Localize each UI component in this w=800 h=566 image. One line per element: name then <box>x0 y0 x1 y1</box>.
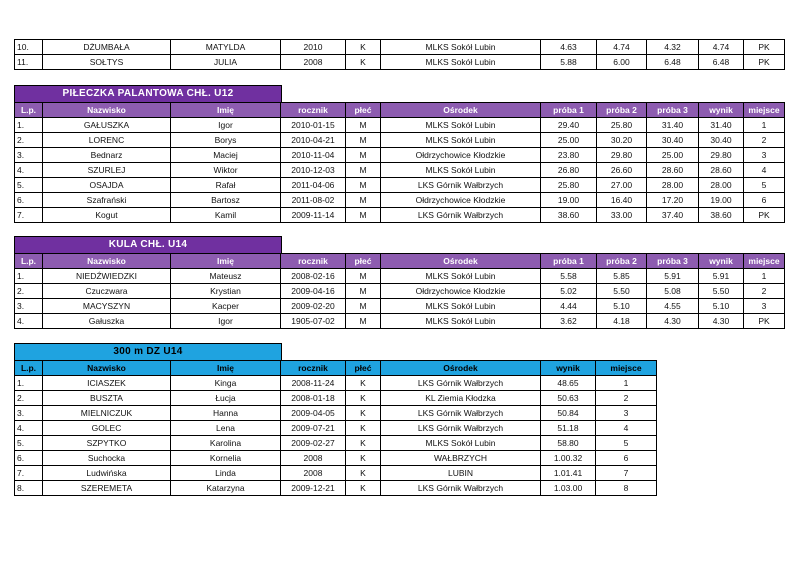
table-cell: 4.30 <box>647 314 699 329</box>
column-header: L.p. <box>15 103 43 118</box>
table-cell: K <box>346 55 381 70</box>
table-cell: PK <box>744 55 785 70</box>
column-header: L.p. <box>15 361 43 376</box>
table-cell: Ludwińska <box>43 466 171 481</box>
table-cell: 2009-11-14 <box>281 208 346 223</box>
table-cell: 4 <box>596 421 657 436</box>
table-cell: Wiktor <box>171 163 281 178</box>
table-cell: SZPYTKO <box>43 436 171 451</box>
table-cell: Kacper <box>171 299 281 314</box>
results-table-kula <box>14 253 785 329</box>
column-header: Imię <box>171 254 281 269</box>
table-cell: 1905-07-02 <box>281 314 346 329</box>
results-table-palantowa <box>14 102 785 223</box>
table-cell: 38.60 <box>699 208 744 223</box>
table-cell: 1.00.32 <box>541 451 596 466</box>
table-cell: BUSZTA <box>43 391 171 406</box>
table-cell: 4.32 <box>647 40 699 55</box>
table-cell: 1. <box>15 376 43 391</box>
table-cell: 4. <box>15 163 43 178</box>
table-cell: M <box>346 314 381 329</box>
table-cell: 17.20 <box>647 193 699 208</box>
table-cell: Łucja <box>171 391 281 406</box>
column-header: wynik <box>699 103 744 118</box>
table-cell: M <box>346 208 381 223</box>
table-cell: 3. <box>15 148 43 163</box>
results-table-300m <box>14 360 657 496</box>
table-cell: 5.50 <box>699 284 744 299</box>
table-cell: 1. <box>15 269 43 284</box>
header-row <box>15 254 785 269</box>
table-cell: 6. <box>15 451 43 466</box>
table-cell: 2008 <box>281 466 346 481</box>
table-cell: GOLEC <box>43 421 171 436</box>
table-cell: LKS Górnik Wałbrzych <box>381 178 541 193</box>
table-cell: 30.40 <box>699 133 744 148</box>
table-cell: 26.80 <box>541 163 597 178</box>
table-cell: 1 <box>744 118 785 133</box>
table-cell: 1.03.00 <box>541 481 596 496</box>
table-cell: 4.55 <box>647 299 699 314</box>
column-header: Nazwisko <box>43 103 171 118</box>
table-cell: MATYLDA <box>171 40 281 55</box>
table-row <box>15 178 785 193</box>
table-cell: 10. <box>15 40 43 55</box>
table-cell: K <box>346 376 381 391</box>
table-cell: 5 <box>596 436 657 451</box>
table-cell: Lena <box>171 421 281 436</box>
column-header: próba 2 <box>597 103 647 118</box>
table-cell: MLKS Sokół Lubin <box>381 269 541 284</box>
table-row <box>15 314 785 329</box>
table-row <box>15 163 785 178</box>
table-cell: 5.91 <box>699 269 744 284</box>
table-cell: 2008-11-24 <box>281 376 346 391</box>
table-cell: 3. <box>15 299 43 314</box>
column-header: rocznik <box>281 254 346 269</box>
table-cell: M <box>346 163 381 178</box>
table-cell: 51.18 <box>541 421 596 436</box>
table-cell: Kinga <box>171 376 281 391</box>
table-cell: 1 <box>744 269 785 284</box>
table-cell: 28.00 <box>699 178 744 193</box>
table-cell: SOŁTYS <box>43 55 171 70</box>
table-cell: 2008 <box>281 451 346 466</box>
table-cell: 4 <box>744 163 785 178</box>
column-header: Ośrodek <box>381 254 541 269</box>
table-row <box>15 40 785 55</box>
table-cell: Rafał <box>171 178 281 193</box>
table-cell: 29.80 <box>699 148 744 163</box>
column-header: Ośrodek <box>381 103 541 118</box>
column-header: próba 3 <box>647 103 699 118</box>
table-cell: 7. <box>15 208 43 223</box>
table-cell: LORENC <box>43 133 171 148</box>
column-header: wynik <box>541 361 596 376</box>
table-row <box>15 299 785 314</box>
column-header: miejsce <box>744 254 785 269</box>
table-cell: 4.18 <box>597 314 647 329</box>
table-cell: 29.40 <box>541 118 597 133</box>
table-cell: 25.00 <box>541 133 597 148</box>
table-cell: Katarzyna <box>171 481 281 496</box>
table-cell: 37.40 <box>647 208 699 223</box>
table-cell: 2009-04-16 <box>281 284 346 299</box>
header-row <box>15 361 657 376</box>
table-cell: Linda <box>171 466 281 481</box>
table-cell: MACYSZYN <box>43 299 171 314</box>
column-header: Imię <box>171 103 281 118</box>
table-cell: 25.00 <box>647 148 699 163</box>
table-cell: Karolina <box>171 436 281 451</box>
table-cell: 2009-12-21 <box>281 481 346 496</box>
table-cell: 31.40 <box>699 118 744 133</box>
table-cell: 8. <box>15 481 43 496</box>
table-cell: 6. <box>15 193 43 208</box>
table-cell: 5.10 <box>699 299 744 314</box>
table-cell: MIELNICZUK <box>43 406 171 421</box>
table-cell: 2010-11-04 <box>281 148 346 163</box>
table-cell: Igor <box>171 314 281 329</box>
table-cell: 6.48 <box>647 55 699 70</box>
table-cell: 5.85 <box>597 269 647 284</box>
table-cell: M <box>346 299 381 314</box>
results-table-continued <box>14 39 785 70</box>
table-cell: ICIASZEK <box>43 376 171 391</box>
table-cell: 2010-04-21 <box>281 133 346 148</box>
table-cell: MLKS Sokół Lubin <box>381 163 541 178</box>
column-header: Nazwisko <box>43 361 171 376</box>
table-cell: 4.74 <box>597 40 647 55</box>
table-cell: M <box>346 178 381 193</box>
table-cell: 4.74 <box>699 40 744 55</box>
table-cell: 2011-04-06 <box>281 178 346 193</box>
table-cell: SZEREMETA <box>43 481 171 496</box>
table-row <box>15 466 657 481</box>
table-row <box>15 55 785 70</box>
table-cell: K <box>346 40 381 55</box>
column-header: wynik <box>699 254 744 269</box>
table-cell: 1 <box>596 376 657 391</box>
table-cell: K <box>346 406 381 421</box>
table-cell: 2011-08-02 <box>281 193 346 208</box>
table-cell: PK <box>744 208 785 223</box>
table-cell: Kogut <box>43 208 171 223</box>
table-cell: 5.91 <box>647 269 699 284</box>
table-row <box>15 269 785 284</box>
table-cell: 26.60 <box>597 163 647 178</box>
table-cell: 5.58 <box>541 269 597 284</box>
table-cell: Ołdrzychowice Kłodzkie <box>381 193 541 208</box>
column-header: Imię <box>171 361 281 376</box>
table-cell: 5. <box>15 436 43 451</box>
table-cell: MLKS Sokół Lubin <box>381 299 541 314</box>
table-cell: Czuczwara <box>43 284 171 299</box>
table-row <box>15 391 657 406</box>
table-cell: 5.50 <box>597 284 647 299</box>
table-cell: Bartosz <box>171 193 281 208</box>
table-row <box>15 436 657 451</box>
table-cell: 6 <box>596 451 657 466</box>
table-cell: 2009-04-05 <box>281 406 346 421</box>
column-header: płeć <box>346 103 381 118</box>
table-cell: 29.80 <box>597 148 647 163</box>
table-cell: 19.00 <box>541 193 597 208</box>
table-cell: M <box>346 133 381 148</box>
header-row <box>15 103 785 118</box>
table-cell: 3.62 <box>541 314 597 329</box>
column-header: próba 1 <box>541 103 597 118</box>
table-cell: 2 <box>744 133 785 148</box>
table-cell: 16.40 <box>597 193 647 208</box>
table-cell: Bednarz <box>43 148 171 163</box>
table-row <box>15 284 785 299</box>
table-cell: 2010-01-15 <box>281 118 346 133</box>
table-cell: MLKS Sokół Lubin <box>381 55 541 70</box>
column-header: L.p. <box>15 254 43 269</box>
table-cell: 25.80 <box>541 178 597 193</box>
table-row <box>15 376 657 391</box>
table-row <box>15 208 785 223</box>
table-cell: 5 <box>744 178 785 193</box>
table-cell: M <box>346 269 381 284</box>
table-cell: Ołdrzychowice Kłodzkie <box>381 284 541 299</box>
table-cell: 5. <box>15 178 43 193</box>
table-cell: 4. <box>15 421 43 436</box>
table-cell: 2009-07-21 <box>281 421 346 436</box>
table-cell: SZURLEJ <box>43 163 171 178</box>
table-cell: 1. <box>15 118 43 133</box>
table-row <box>15 421 657 436</box>
table-cell: 28.60 <box>647 163 699 178</box>
table-cell: 19.00 <box>699 193 744 208</box>
table-cell: 8 <box>596 481 657 496</box>
table-cell: 4.44 <box>541 299 597 314</box>
column-header: próba 2 <box>597 254 647 269</box>
table-cell: 2010-12-03 <box>281 163 346 178</box>
table-cell: GAŁUSZKA <box>43 118 171 133</box>
table-row <box>15 451 657 466</box>
table-row <box>15 193 785 208</box>
column-header: próba 3 <box>647 254 699 269</box>
table-cell: LKS Górnik Wałbrzych <box>381 406 541 421</box>
table-cell: 5.02 <box>541 284 597 299</box>
table-row <box>15 118 785 133</box>
table-cell: M <box>346 193 381 208</box>
table-cell: 3 <box>744 299 785 314</box>
table-cell: M <box>346 118 381 133</box>
table-cell: Hanna <box>171 406 281 421</box>
table-cell: Suchocka <box>43 451 171 466</box>
table-cell: 2008-01-18 <box>281 391 346 406</box>
table-cell: K <box>346 481 381 496</box>
table-cell: PK <box>744 40 785 55</box>
table-cell: Igor <box>171 118 281 133</box>
column-header: rocznik <box>281 361 346 376</box>
table-cell: 3. <box>15 406 43 421</box>
table-cell: 48.65 <box>541 376 596 391</box>
column-header: miejsce <box>744 103 785 118</box>
table-cell: LKS Górnik Wałbrzych <box>381 421 541 436</box>
table-cell: KL Ziemia Kłodzka <box>381 391 541 406</box>
table-cell: OSAJDA <box>43 178 171 193</box>
table-cell: 2 <box>596 391 657 406</box>
table-row <box>15 481 657 496</box>
table-cell: 7. <box>15 466 43 481</box>
table-cell: Borys <box>171 133 281 148</box>
table-cell: 5.88 <box>541 55 597 70</box>
table-cell: 2 <box>744 284 785 299</box>
table-cell: Gałuszka <box>43 314 171 329</box>
table-cell: M <box>346 284 381 299</box>
table-cell: 28.60 <box>699 163 744 178</box>
table-cell: K <box>346 466 381 481</box>
table-cell: LKS Górnik Wałbrzych <box>381 376 541 391</box>
table-cell: K <box>346 421 381 436</box>
table-cell: 3 <box>596 406 657 421</box>
table-cell: 27.00 <box>597 178 647 193</box>
table-cell: DŻUMBAŁA <box>43 40 171 55</box>
table-cell: 5.08 <box>647 284 699 299</box>
table-cell: PK <box>744 314 785 329</box>
table-cell: WAŁBRZYCH <box>381 451 541 466</box>
table-cell: 58.80 <box>541 436 596 451</box>
table-cell: 38.60 <box>541 208 597 223</box>
table-cell: 11. <box>15 55 43 70</box>
section-title-300m: 300 m DZ U14 <box>14 343 282 361</box>
table-cell: 4. <box>15 314 43 329</box>
table-cell: 4.30 <box>699 314 744 329</box>
table-row <box>15 148 785 163</box>
section-title-palantowa: PIŁECZKA PALANTOWA CHŁ. U12 <box>14 85 282 103</box>
table-cell: 2008-02-16 <box>281 269 346 284</box>
table-cell: Szafrański <box>43 193 171 208</box>
table-cell: Kornelia <box>171 451 281 466</box>
table-cell: 1.01.41 <box>541 466 596 481</box>
table-cell: JULIA <box>171 55 281 70</box>
table-cell: 25.80 <box>597 118 647 133</box>
table-cell: 2. <box>15 133 43 148</box>
table-cell: 2009-02-20 <box>281 299 346 314</box>
table-cell: 50.63 <box>541 391 596 406</box>
table-cell: 28.00 <box>647 178 699 193</box>
table-cell: 3 <box>744 148 785 163</box>
table-cell: Mateusz <box>171 269 281 284</box>
table-cell: LKS Górnik Wałbrzych <box>381 481 541 496</box>
table-cell: 30.20 <box>597 133 647 148</box>
column-header: miejsce <box>596 361 657 376</box>
table-cell: K <box>346 451 381 466</box>
column-header: płeć <box>346 361 381 376</box>
column-header: rocznik <box>281 103 346 118</box>
table-cell: LKS Górnik Wałbrzych <box>381 208 541 223</box>
table-row <box>15 133 785 148</box>
section-title-kula: KULA CHŁ. U14 <box>14 236 282 254</box>
table-cell: MLKS Sokół Lubin <box>381 133 541 148</box>
table-cell: NIEDŹWIEDZKI <box>43 269 171 284</box>
table-cell: 23.80 <box>541 148 597 163</box>
table-cell: MLKS Sokół Lubin <box>381 118 541 133</box>
table-cell: K <box>346 436 381 451</box>
column-header: Ośrodek <box>381 361 541 376</box>
column-header: płeć <box>346 254 381 269</box>
table-cell: LUBIN <box>381 466 541 481</box>
table-cell: 2. <box>15 284 43 299</box>
table-cell: 4.63 <box>541 40 597 55</box>
table-cell: 2009-02-27 <box>281 436 346 451</box>
column-header: próba 1 <box>541 254 597 269</box>
table-cell: 6.00 <box>597 55 647 70</box>
table-cell: MLKS Sokół Lubin <box>381 436 541 451</box>
table-cell: Ołdrzychowice Kłodzkie <box>381 148 541 163</box>
table-cell: 30.40 <box>647 133 699 148</box>
table-cell: MLKS Sokół Lubin <box>381 40 541 55</box>
table-cell: MLKS Sokół Lubin <box>381 314 541 329</box>
table-cell: M <box>346 148 381 163</box>
column-header: Nazwisko <box>43 254 171 269</box>
table-cell: 7 <box>596 466 657 481</box>
table-cell: 5.10 <box>597 299 647 314</box>
table-cell: 50.84 <box>541 406 596 421</box>
table-cell: 6.48 <box>699 55 744 70</box>
table-cell: K <box>346 391 381 406</box>
table-cell: 33.00 <box>597 208 647 223</box>
table-cell: Kamil <box>171 208 281 223</box>
table-cell: 2. <box>15 391 43 406</box>
table-cell: 2010 <box>281 40 346 55</box>
table-cell: Maciej <box>171 148 281 163</box>
table-cell: 6 <box>744 193 785 208</box>
table-cell: Krystian <box>171 284 281 299</box>
table-cell: 31.40 <box>647 118 699 133</box>
table-cell: 2008 <box>281 55 346 70</box>
table-row <box>15 406 657 421</box>
